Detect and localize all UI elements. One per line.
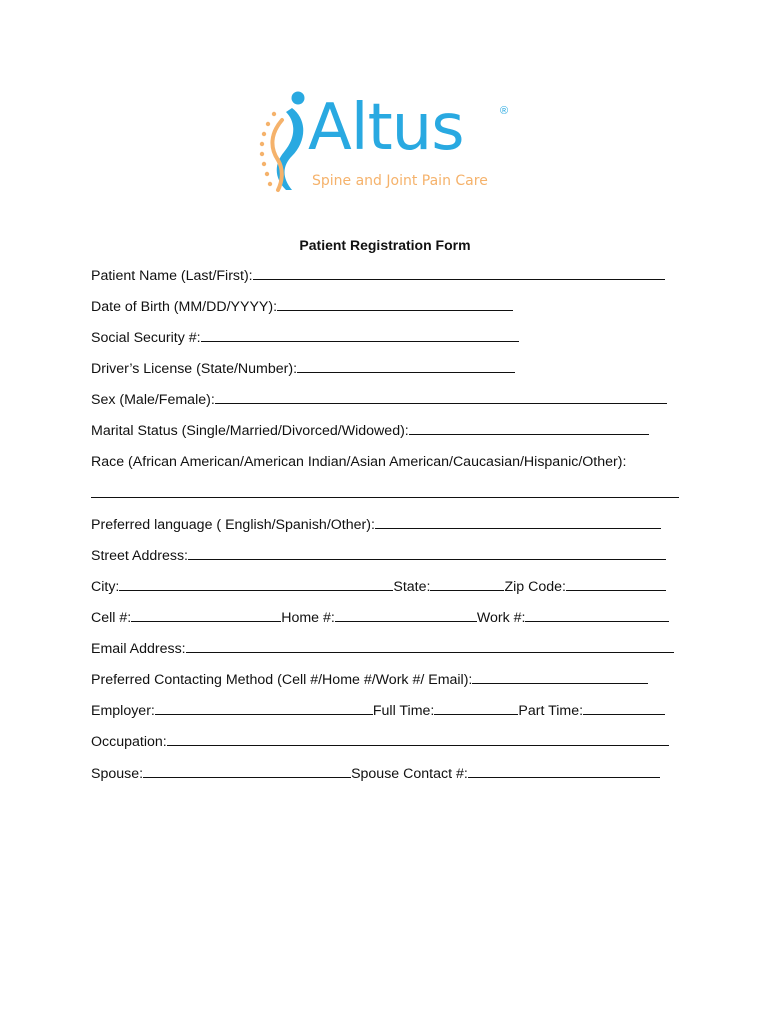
registered-mark: ® — [500, 105, 509, 117]
dob-field[interactable] — [277, 297, 513, 311]
field-row-email — [91, 639, 683, 670]
preferred-language-field[interactable] — [375, 515, 661, 529]
work-label: Work #: — [476, 610, 526, 627]
zip-label: Zip Code: — [504, 578, 566, 595]
spouse-contact-label: Spouse Contact #: — [351, 765, 468, 782]
drivers-license-field[interactable] — [297, 359, 515, 373]
ssn-label: Social Security #: — [91, 330, 201, 347]
city-field[interactable] — [119, 577, 393, 591]
field-row-race — [91, 453, 683, 484]
occupation-label: Occupation: — [91, 734, 167, 751]
field-row-occupation — [91, 732, 683, 763]
field-row-city-state-zip — [91, 577, 683, 608]
city-label: City: — [91, 578, 120, 595]
contact-method-label: Preferred Contacting Method (Cell #/Home #/Work #/ Email): — [91, 672, 473, 689]
state-field[interactable] — [430, 577, 504, 591]
field-row-contact-method — [91, 670, 683, 701]
part-time-field[interactable] — [583, 701, 665, 715]
part-time-label: Part Time: — [518, 703, 584, 720]
sex-field[interactable] — [215, 390, 667, 404]
field-row-sex — [91, 390, 683, 421]
patient-name-label: Patient Name (Last/First): — [91, 268, 253, 284]
email-label: Email Address: — [91, 641, 186, 658]
logo-wordmark: Altus — [308, 91, 464, 165]
spouse-field[interactable] — [143, 764, 351, 778]
full-time-field[interactable] — [434, 701, 518, 715]
marital-status-field[interactable] — [409, 421, 649, 435]
employer-field[interactable] — [155, 701, 373, 715]
form-title: Patient Registration Form — [299, 237, 471, 253]
zip-field[interactable] — [566, 577, 666, 591]
occupation-field[interactable] — [167, 732, 669, 746]
field-row-phones — [91, 608, 683, 639]
field-row-street-address — [91, 546, 683, 577]
work-field[interactable] — [525, 608, 669, 622]
patient-name-field[interactable] — [253, 266, 665, 280]
home-label: Home #: — [281, 610, 335, 627]
field-row-employment — [91, 701, 683, 732]
street-address-label: Street Address: — [91, 547, 188, 564]
cell-field[interactable] — [131, 608, 281, 622]
spouse-label: Spouse: — [91, 765, 144, 782]
dob-label: Date of Birth (MM/DD/YYYY): — [91, 299, 278, 316]
marital-status-label: Marital Status (Single/Married/Divorced/Widowed): — [91, 423, 409, 440]
field-row-drivers-license — [91, 359, 683, 390]
field-row-patient-name — [91, 266, 683, 297]
spine-figure-icon — [252, 90, 312, 196]
race-field[interactable] — [91, 484, 679, 498]
field-row-spouse — [91, 764, 683, 795]
altus-logo — [252, 90, 522, 200]
cell-label: Cell #: — [91, 610, 132, 627]
contact-method-field[interactable] — [472, 670, 648, 684]
street-address-field[interactable] — [188, 546, 666, 560]
field-row-dob — [91, 297, 683, 328]
field-row-ssn — [91, 328, 683, 359]
field-row-race-blank — [91, 484, 683, 515]
field-row-preferred-language — [91, 515, 683, 546]
state-label: State: — [393, 578, 431, 595]
home-field[interactable] — [335, 608, 477, 622]
drivers-license-label: Driver’s License (State/Number): — [91, 361, 298, 378]
ssn-field[interactable] — [201, 328, 519, 342]
spouse-contact-field[interactable] — [468, 764, 660, 778]
logo-tagline: Spine and Joint Pain Care — [312, 173, 488, 189]
race-label: Race (African American/American Indian/Asian American/Caucasian/Hispanic/Other): — [91, 453, 627, 470]
preferred-language-label: Preferred language ( English/Spanish/Other): — [91, 516, 375, 533]
registration-fields — [91, 266, 683, 795]
email-field[interactable] — [186, 639, 674, 653]
employer-label: Employer: — [91, 703, 155, 720]
full-time-label: Full Time: — [372, 703, 435, 720]
field-row-marital-status — [91, 421, 683, 452]
sex-label: Sex (Male/Female): — [91, 392, 215, 409]
